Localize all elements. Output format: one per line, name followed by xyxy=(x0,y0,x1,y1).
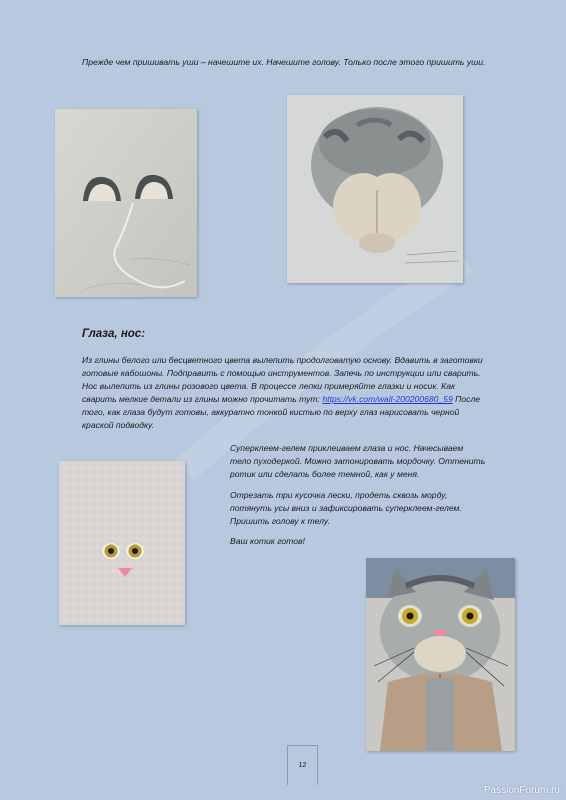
photo-crocheted-ears xyxy=(55,109,197,297)
eyes-paragraph-text-end: После того, как глаза будут готовы, аккуратно тонкой кистью по верху глаз нарисовать черной краской подводку. xyxy=(82,394,481,430)
photo-finished-cat xyxy=(366,558,515,751)
section-heading-eyes-nose: Глаза, нос: xyxy=(82,328,146,340)
intro-paragraph: Прежде чем пришивать уши – начешите их. Начешите голову. Только после этого пришить уши. xyxy=(82,57,486,67)
page-number: 12 xyxy=(298,762,307,769)
photo-clay-eyes-nose xyxy=(59,461,185,625)
photo-crocheted-head xyxy=(287,95,463,283)
eyes-nose-paragraph xyxy=(82,354,486,432)
page-number-box xyxy=(287,745,318,785)
glue-paragraph: Суперклеем-гелем приклеиваем глаза и нос. Начесываем тело пуходеркой. Можно затонировать мордочку. Оттенить ротик или сделать более темной, как у меня. xyxy=(230,443,486,479)
vk-wall-link[interactable]: https://vk.com/wall-200200680_59 xyxy=(322,394,453,404)
eyes-paragraph-text-start: Из глины белого или бесцветного цвета вылепить продолговатую основу. Вдавить в заготовки готовые кабошоны. Подправить с помощью инструментов. Запечь по инструкции или сварить. Нос вылепить из глины розового цвета. В процессе лепки примеряйте глазки и носик. Как сварить мелкие детали из глины можно прочитать тут: xyxy=(82,355,483,404)
done-paragraph: Ваш котик готов! xyxy=(230,536,305,546)
site-watermark: PassionForum.ru xyxy=(483,785,560,796)
whiskers-paragraph: Отрезать три кусочка лески, продеть сквозь морду, потянуть усы вниз и зафиксировать суперклеем-гелем. Пришить голову к телу. xyxy=(230,490,462,526)
